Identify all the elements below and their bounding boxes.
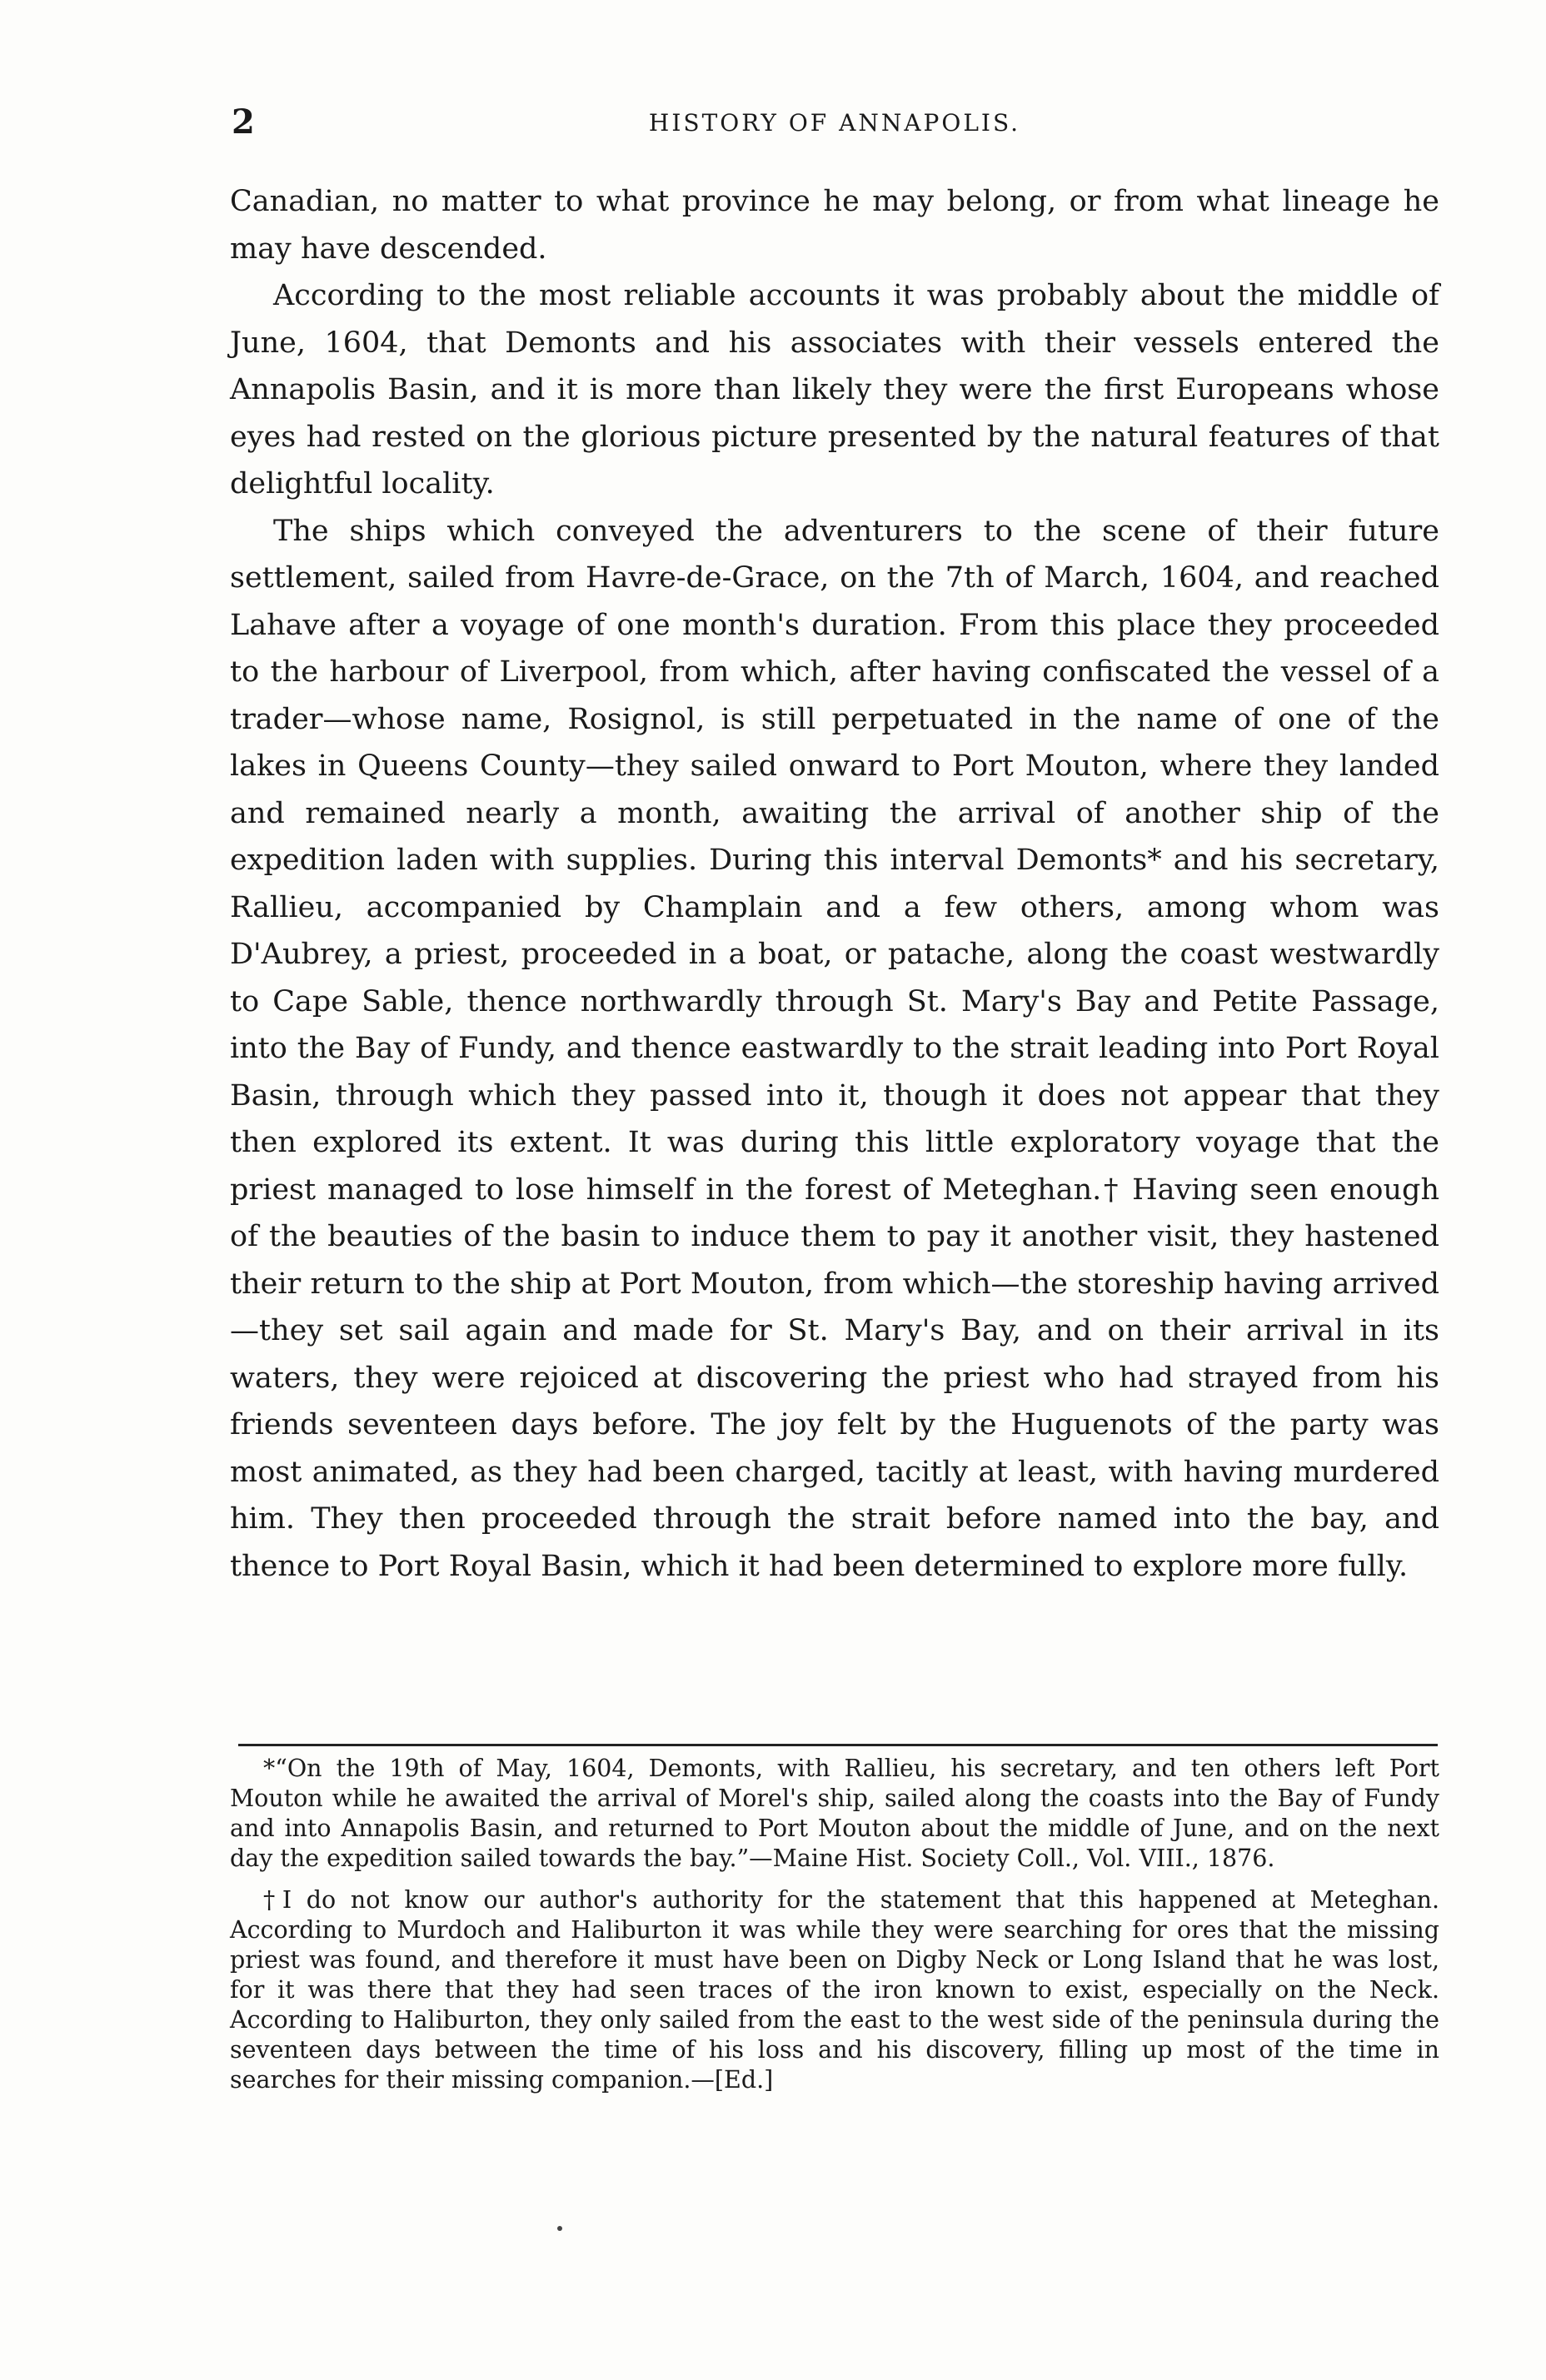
page-number: 2 [232, 102, 255, 142]
page-header [232, 102, 1438, 143]
print-speck [557, 2226, 562, 2231]
paragraph-continuation: Canadian, no matter to what province he may belong, or from what lineage he may have descended. [230, 185, 1439, 266]
main-text [230, 178, 1439, 1590]
footnotes [230, 1754, 1439, 2095]
paragraph-voyage: The ships which conveyed the adventurers to the scene of their future settlement, sailed from Havre-de-Grace, on the 7th of March, 1604, and reached Lahave after a voyage of one month's duration. From this place they proceeded to the harbour of Liverpool, from which, after having confiscated the vessel of a trader—whose name, Rosignol, is still perpetuated in the name of one of the lakes in Queens County—they sailed onward to Port Mouton, where they landed and remained nearly a month, awaiting the arrival of another ship of the expedition laden with supplies. During this interval Demonts* and his secretary, Rallieu, accompanied by Champlain and a few others, among whom was D'Aubrey, a priest, proceeded in a boat, or patache, along the coast westwardly to Cape Sable, thence northwardly through St. Mary's Bay and Petite Passage, into the Bay of Fundy, and thence eastwardly to the strait leading into Port Royal Basin, through which they passed into it, though it does not appear that they then explored its extent. It was during this little exploratory voyage that the priest managed to lose himself in the forest of Meteghan.† Having seen enough of the beauties of the basin to induce them to pay it another visit, they hastened their return to the ship at Port Mouton, from which—the storeship having arrived—they set sail again and made for St. Mary's Bay, and on their arrival in its waters, they were rejoiced at discovering the priest who had strayed from his friends seventeen days before. The joy felt by the Huguenots of the party was most animated, as they had been charged, tacitly at least, with having murdered him. They then proceeded through the strait before named into the bay, and thence to Port Royal Basin, which it had been determined to explore more fully. [230, 514, 1439, 1583]
footnote-dagger: †I do not know our author's authority for the statement that this happened at Meteghan. According to Murdoch and Haliburton it was while they were searching for ores that the missing priest was found, and therefore it must have been on Digby Neck or Long Island that he was lost, for it was there that they had seen traces of the iron known to exist, especially on the Neck. According to Haliburton, they only sailed from the east to the west side of the peninsula during the seventeen days between the time of his loss and his discovery, filling up most of the time in searches for their missing companion.—[Ed.] [230, 1886, 1439, 2094]
paragraph-arrival: According to the most reliable accounts it was probably about the middle of June, 1604, that Demonts and his associates with their vessels entered the Annapolis Basin, and it is more than likely they were the first Europeans whose eyes had rested on the glorious picture presented by the natural features of that delightful locality. [230, 279, 1439, 500]
footnote-asterisk: *“On the 19th of May, 1604, Demonts, with Rallieu, his secretary, and ten others left Port Mouton while he awaited the arrival of Morel's ship, sailed along the coasts into the Bay of Fundy and into Annapolis Basin, and returned to Port Mouton about the middle of June, and on the next day the expedition sailed towards the bay.”—Maine Hist. Society Coll., Vol. VIII., 1876. [230, 1755, 1439, 1872]
running-title: HISTORY OF ANNAPOLIS. [648, 109, 1021, 137]
footnote-divider [238, 1744, 1438, 1746]
